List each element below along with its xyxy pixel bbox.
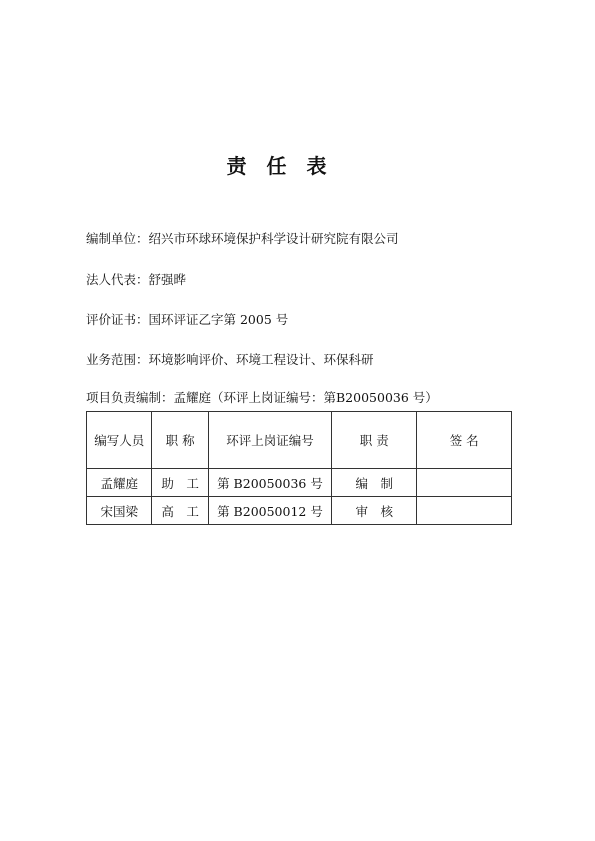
cell-license-number: 第 B20050012 号 — [208, 497, 331, 525]
business-scope-line: 业务范围：环境影响评价、环境工程设计、环保科研 — [86, 352, 374, 367]
header-author: 编写人员 — [87, 412, 152, 469]
header-duty: 职 责 — [332, 412, 417, 469]
header-signature: 签 名 — [417, 412, 512, 469]
cell-signature — [417, 497, 512, 525]
cell-duty: 审 核 — [332, 497, 417, 525]
table-header-row — [87, 412, 512, 469]
project-lead-line: 项目负责编制：孟耀庭（环评上岗证编号：第B20050036 号） — [86, 390, 438, 405]
header-license-number: 环评上岗证编号 — [208, 412, 331, 469]
cell-title: 高 工 — [152, 497, 208, 525]
legal-representative-line: 法人代表：舒强晔 — [86, 272, 187, 287]
table-row — [87, 497, 512, 525]
header-title: 职 称 — [152, 412, 208, 469]
cell-signature — [417, 469, 512, 497]
page-title: 责 任 表 — [226, 154, 327, 178]
compiling-unit-line: 编制单位：绍兴市环球环境保护科学设计研究院有限公司 — [86, 231, 399, 246]
table-row — [87, 469, 512, 497]
cell-title: 助 工 — [152, 469, 208, 497]
cell-name: 宋国梁 — [87, 497, 152, 525]
responsibility-table — [86, 411, 512, 525]
cell-license-number: 第 B20050036 号 — [208, 469, 331, 497]
cell-name: 孟耀庭 — [87, 469, 152, 497]
cell-duty: 编 制 — [332, 469, 417, 497]
evaluation-certificate-line: 评价证书：国环评证乙字第 2005 号 — [86, 312, 289, 327]
